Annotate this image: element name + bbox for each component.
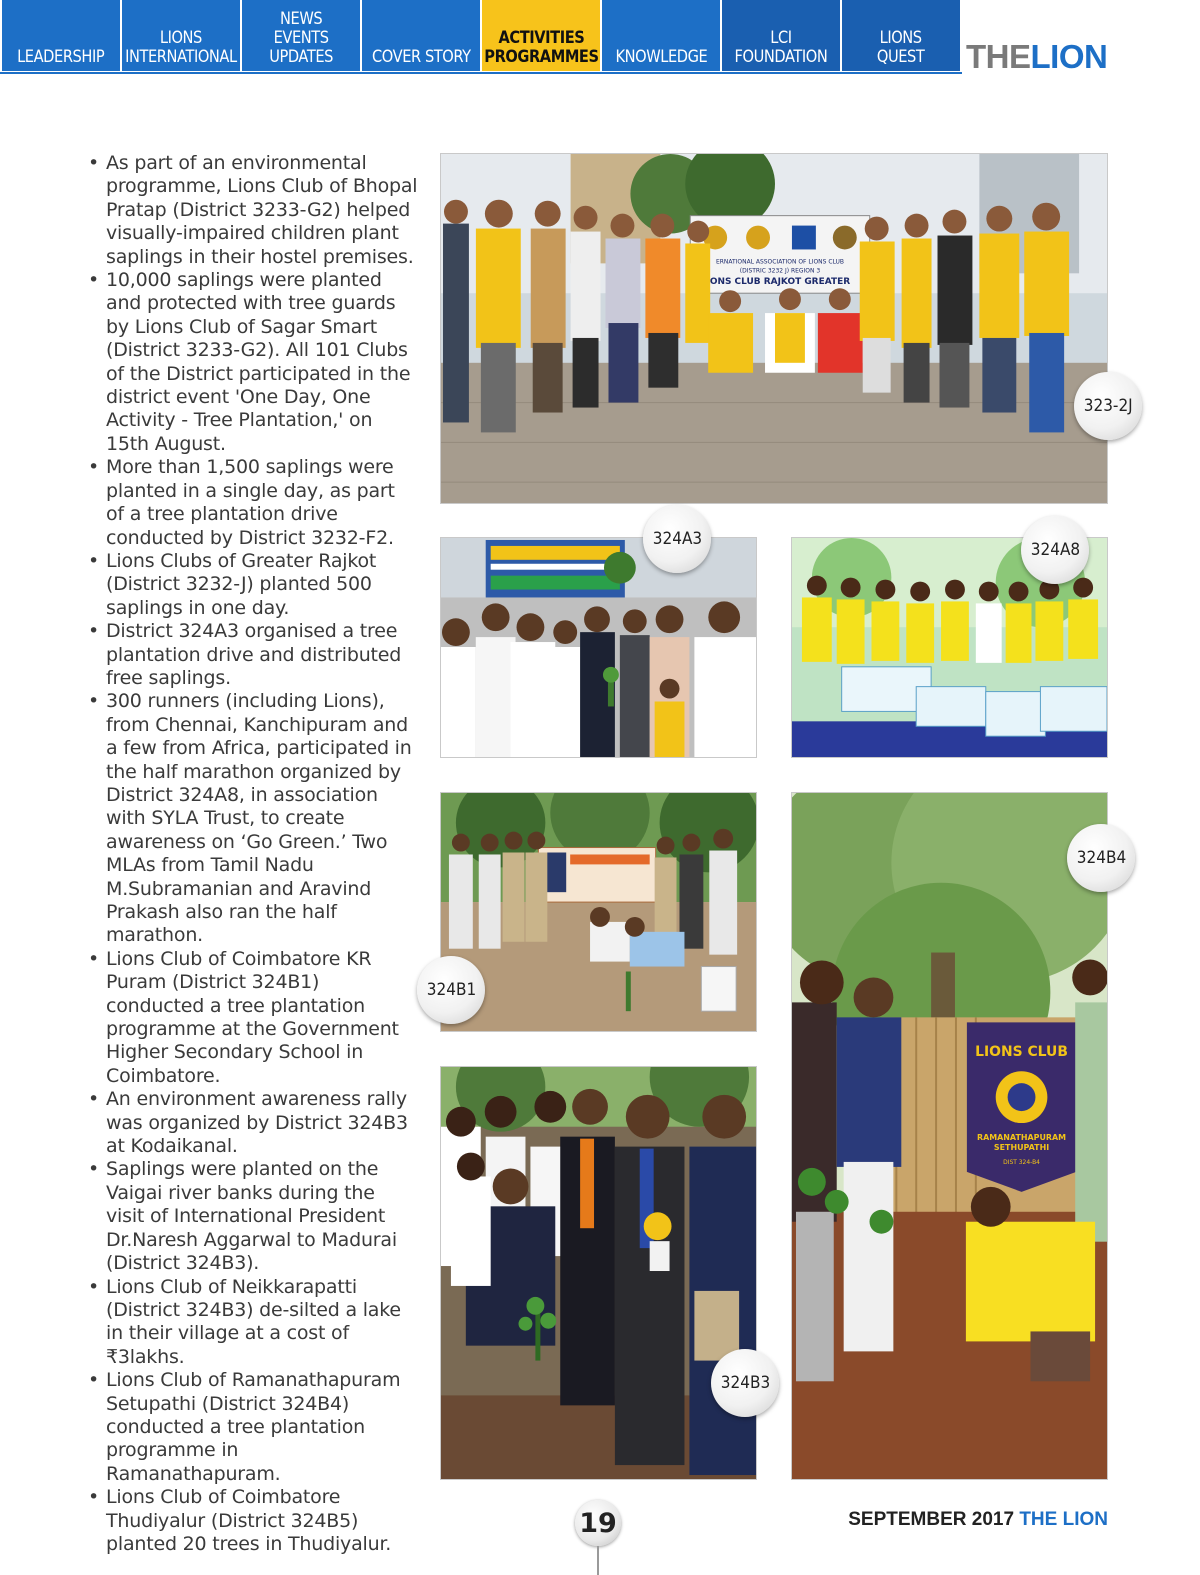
tab-news-events-updates[interactable]: NEWS EVENTS UPDATES — [242, 0, 360, 71]
list-item: • Lions Club of Coimbatore Thudiyalur (District 324B5) planted 20 trees in Thudiyalur. — [88, 1486, 418, 1556]
tab-cover-story[interactable]: COVER STORY — [362, 0, 480, 71]
list-item: • Lions Clubs of Greater Rajkot (District 3232-J) planted 500 saplings in one day. — [88, 550, 418, 620]
photo-324b1-school-plantation — [440, 792, 757, 1032]
tab-lions-international[interactable]: LIONS INTERNATIONAL — [122, 0, 240, 71]
tab-lions-quest[interactable]: LIONS QUEST — [842, 0, 960, 71]
photo-rajkot-group — [440, 153, 1108, 504]
section-nav — [0, 0, 1200, 75]
banner-title: LIONS CLUB — [975, 1044, 1068, 1061]
district-badge-324b3: 324B3 — [711, 1349, 779, 1417]
district-badge-323-2j: 323-2J — [1074, 372, 1142, 440]
article-bullets — [88, 152, 418, 1556]
banner-line: ERNATIONAL ASSOCIATION OF LIONS CLUB — [715, 258, 845, 266]
list-item: • Saplings were planted on the Vaigai river banks during the visit of International President Dr.Naresh Aggarwal to Madurai (District 324B3). — [88, 1158, 418, 1275]
list-item: • More than 1,500 saplings were planted in a single day, as part of a tree plantation drive conducted by District 3232-F2. — [88, 456, 418, 550]
banner-subtitle: RAMANATHAPURAM SETHUPATHI — [976, 1132, 1067, 1152]
list-item: • 10,000 saplings were planted and protected with tree guards by Lions Club of Sagar Smart (District 3233-G2). All 101 Clubs of the District participated in the district event 'One Day, One Activity - Tree Plantation,' on 15th August. — [88, 269, 418, 456]
banner-line: (DISTRIC 3232 J) REGION 3 — [739, 267, 821, 275]
banner-line: ONS CLUB RAJKOT GREATER — [709, 277, 851, 288]
district-badge-324b4: 324B4 — [1067, 824, 1135, 892]
photo-324b3-vaigai-plantation — [440, 1066, 757, 1480]
list-item: • 300 runners (including Lions), from Chennai, Kanchipuram and a few from Africa, participated in the half marathon organized by District 324A8, in association with SYLA Trust, to create awareness on ‘Go Green.’ Two MLAs from Tamil Nadu M.Subramanian and Aravind Prakash also ran the half marathon. — [88, 690, 418, 947]
district-badge-324a3: 324A3 — [643, 505, 711, 573]
footer-issue-line: SEPTEMBER 2017 THE LION — [848, 1509, 1108, 1530]
list-item: • Lions Club of Ramanathapuram Setupathi (District 324B4) conducted a tree plantation programme in Ramanathapuram. — [88, 1369, 418, 1486]
list-item: • Lions Club of Coimbatore KR Puram (District 324B1) conducted a tree plantation programme at the Government Higher Secondary School in Coimbatore. — [88, 948, 418, 1088]
magazine-logo: THELION — [966, 38, 1108, 75]
tab-knowledge[interactable]: KNOWLEDGE — [602, 0, 720, 71]
banner-district: DIST 324-B4 — [1003, 1158, 1040, 1166]
list-item: • An environment awareness rally was organized by District 324B3 at Kodaikanal. — [88, 1088, 418, 1158]
nav-divider — [0, 72, 962, 74]
list-item: • As part of an environmental programme, Lions Club of Bhopal Pratap (District 3233-G2) helped visually-impaired children plant saplings in their hostel premises. — [88, 152, 418, 269]
district-badge-324a8: 324A8 — [1021, 516, 1089, 584]
list-item: • District 324A3 organised a tree plantation drive and distributed free saplings. — [88, 620, 418, 690]
tab-lci-foundation[interactable]: LCI FOUNDATION — [722, 0, 840, 71]
tab-activities-programmes[interactable]: ACTIVITIES PROGRAMMES — [482, 0, 600, 71]
list-item: • Lions Club of Neikkarapatti (District 324B3) de-silted a lake in their village at a cost of ₹3lakhs. — [88, 1276, 418, 1370]
tab-leadership[interactable]: LEADERSHIP — [2, 0, 120, 71]
page-number-stem — [597, 1546, 599, 1575]
page-number: 19 — [575, 1500, 621, 1546]
photo-324b4-ramanathapuram — [791, 792, 1108, 1480]
district-badge-324b1: 324B1 — [417, 956, 485, 1024]
photo-324a3-sapling-distribution — [440, 537, 757, 758]
